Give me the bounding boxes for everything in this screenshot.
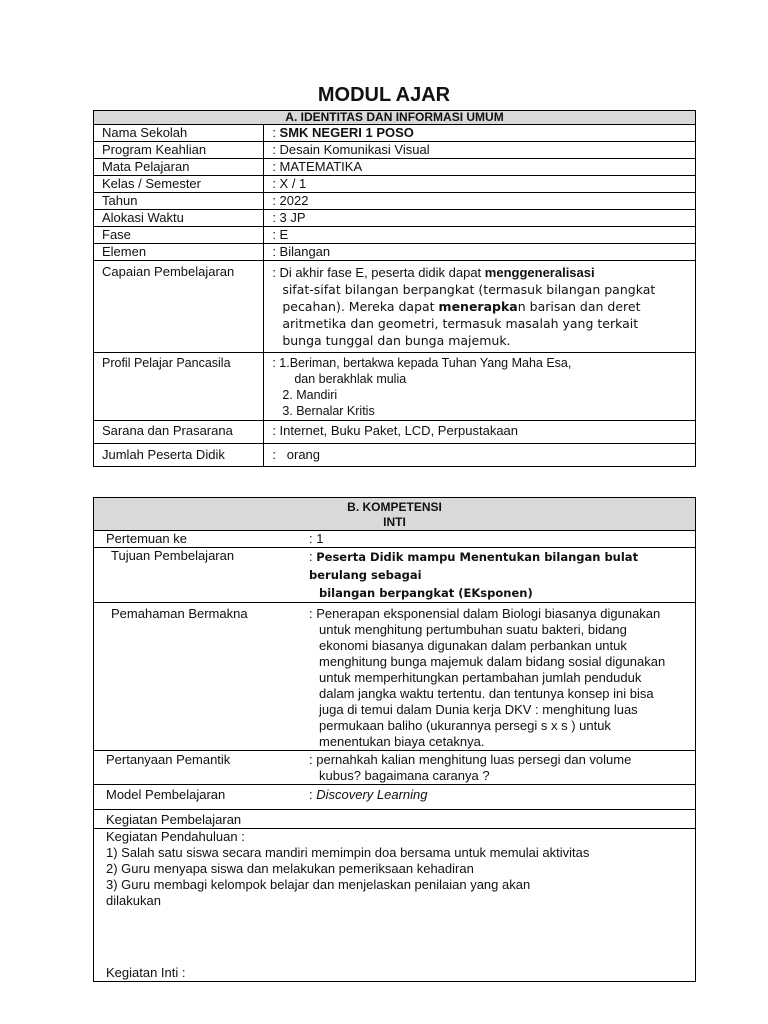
row-label: Capaian Pembelajaran [94, 261, 264, 353]
pemahaman-line: permukaan baliho (ukurannya persegi s x s ) untuk [319, 718, 611, 733]
row-label: Pertemuan ke [94, 531, 290, 548]
row-label: Jumlah Peserta Didik [94, 444, 264, 467]
row-label: Fase [94, 227, 264, 244]
row-label: Nama Sekolah [94, 125, 264, 142]
school-name: SMK NEGERI 1 POSO [279, 125, 414, 140]
value-text: Desain Komunikasi Visual [279, 142, 430, 157]
tujuan-line: Peserta Didik mampu Menentukan bilangan bulat berulang sebagai [309, 550, 639, 582]
kegiatan-label: Kegiatan Pembelajaran [94, 810, 696, 829]
capaian-line: bunga tunggal dan bunga majemuk. [282, 333, 511, 348]
row-value: : X / 1 [264, 176, 696, 193]
pendahuluan-line: 3) Guru membagi kelompok belajar dan menjelaskan penilaian yang akan [106, 877, 531, 892]
row-label: Profil Pelajar Pancasila [94, 353, 264, 421]
heading-line: B. KOMPETENSI [347, 500, 442, 514]
row-value: : Internet, Buku Paket, LCD, Perpustakaan [264, 421, 696, 444]
kompetensi-table [93, 497, 696, 982]
value-text: MATEMATIKA [279, 159, 363, 174]
pemahaman-line: ekonomi biasanya digunakan dalam perbankan untuk [319, 638, 627, 653]
pemahaman-line: untuk memperhitungkan pertambahan jumlah penduduk [319, 670, 642, 685]
pertanyaan-line: kubus? bagaimana caranya ? [319, 768, 490, 783]
row-label: Kelas / Semester [94, 176, 264, 193]
row-label: Program Keahlian [94, 142, 264, 159]
row-label: Pertanyaan Pemantik [94, 751, 290, 785]
kegiatan-body [94, 829, 696, 982]
capaian-line: Di akhir fase E, peserta didik dapat [279, 265, 485, 280]
capaian-bold: menerapka [438, 299, 518, 314]
document-title: MODUL AJAR [317, 84, 451, 106]
row-label: Alokasi Waktu [94, 210, 264, 227]
pemahaman-line: Penerapan eksponensial dalam Biologi biasanya digunakan [316, 606, 661, 621]
value-text: E [279, 227, 289, 242]
pendahuluan-line: dilakukan [106, 893, 161, 908]
value-text: Bilangan [279, 244, 331, 259]
value-text: 1 [316, 531, 324, 546]
tujuan-value: : Peserta Didik mampu Menentukan bilangan bulat berulang sebagai bilangan berpangkat (EKsponen) [289, 548, 696, 603]
pendahuluan-line: 2) Guru menyapa siswa dan melakukan pemeriksaan kehadiran [106, 861, 474, 876]
row-label: Tahun [94, 193, 264, 210]
row-value: : 3 JP [264, 210, 696, 227]
capaian-text: n barisan dan deret [517, 299, 641, 314]
heading-line: INTI [383, 515, 406, 529]
profil-line: 2. Mandiri [282, 388, 338, 402]
pemahaman-line: juga di temui dalam Dunia kerja DKV : menghitung luas [319, 702, 638, 717]
value-text: 3 JP [279, 210, 306, 225]
row-value: : Bilangan [264, 244, 696, 261]
pemahaman-line: untuk menghitung pertumbuhan suatu bakteri, bidang [319, 622, 627, 637]
row-value: : SMK NEGERI 1 POSO [264, 125, 696, 142]
row-label: Sarana dan Prasarana [94, 421, 264, 444]
pendahuluan-line: 1) Salah satu siswa secara mandiri memimpin doa bersama untuk memulai aktivitas [106, 845, 590, 860]
pemahaman-line: dalam jangka waktu tertentu. dan tentunya konsep ini bisa [319, 686, 654, 701]
profil-line: 1.Beriman, bertakwa kepada Tuhan Yang Maha Esa, [279, 356, 572, 370]
pertanyaan-value: : pernahkah kalian menghitung luas persegi dan volume kubus? bagaimana caranya ? [289, 751, 696, 785]
value-text: X / 1 [279, 176, 307, 191]
profil-line: dan berakhlak mulia [294, 372, 407, 386]
row-label: Mata Pelajaran [94, 159, 264, 176]
tujuan-line: bilangan berpangkat (EKsponen) [319, 586, 533, 600]
capaian-line: sifat-sifat bilangan berpangkat (termasuk bilangan pangkat [282, 282, 656, 297]
profil-line: 3. Bernalar Kritis [282, 404, 375, 418]
capaian-text: pecahan). Mereka dapat [282, 299, 439, 314]
row-label: Tujuan Pembelajaran [94, 548, 290, 603]
row-label: Model Pembelajaran [94, 785, 290, 810]
capaian-line [272, 298, 687, 315]
pemahaman-line: menghitung bunga majemuk dalam bidang sosial digunakan [319, 654, 666, 669]
value-text: orang [286, 447, 321, 462]
row-value: : orang [264, 444, 696, 467]
pemahaman-value: : Penerapan eksponensial dalam Biologi biasanya digunakan untuk menghitung pertumbuhan suatu bakteri, bidang ekonomi biasanya digunakan dalam perbankan untuk menghitung bunga majemuk dalam bidang sosial digunakan untuk memperhitungkan pertambahan jumlah penduduk dalam jangka waktu tertentu. dan tentunya konsep ini bisa juga di temui dalam Dunia kerja DKV : menghitung luas permukaan baliho (ukurannya persegi s x s ) untuk menentukan biaya cetaknya. [289, 603, 696, 751]
section-a-heading: A. IDENTITAS DAN INFORMASI UMUM [94, 111, 696, 125]
row-value: : Discovery Learning [289, 785, 696, 810]
value-text: Internet, Buku Paket, LCD, Perpustakaan [279, 423, 519, 438]
profil-value: : 1.Beriman, bertakwa kepada Tuhan Yang Maha Esa, dan berakhlak mulia 2. Mandiri 3. Bernalar Kritis [264, 353, 696, 421]
row-value: : 2022 [264, 193, 696, 210]
row-value: : E [264, 227, 696, 244]
inti-label: Kegiatan Inti : [106, 965, 186, 980]
value-text: Discovery Learning [316, 787, 428, 802]
capaian-bold: menggeneralisasi [484, 265, 595, 280]
value-text: 2022 [279, 193, 309, 208]
row-label: Elemen [94, 244, 264, 261]
capaian-value: : Di akhir fase E, peserta didik dapat menggeneralisasi sifat-sifat bilangan berpangkat (termasuk bilangan pangkat pecahan). Mereka dapat menerapkan barisan dan deret aritmetika dan geometri, termasuk masalah yang terkait bunga tunggal dan bunga majemuk. [264, 261, 696, 353]
row-value: : MATEMATIKA [264, 159, 696, 176]
section-b-heading [94, 498, 696, 531]
row-value: : Desain Komunikasi Visual [264, 142, 696, 159]
identitas-table [93, 110, 696, 467]
row-label: Pemahaman Bermakna [94, 603, 290, 751]
row-value: : 1 [289, 531, 696, 548]
capaian-line: aritmetika dan geometri, termasuk masalah yang terkait [282, 316, 639, 331]
pertanyaan-line: pernahkah kalian menghitung luas persegi dan volume [316, 752, 632, 767]
pemahaman-line: menentukan biaya cetaknya. [319, 734, 485, 749]
pendahuluan-label: Kegiatan Pendahuluan : [106, 829, 245, 844]
